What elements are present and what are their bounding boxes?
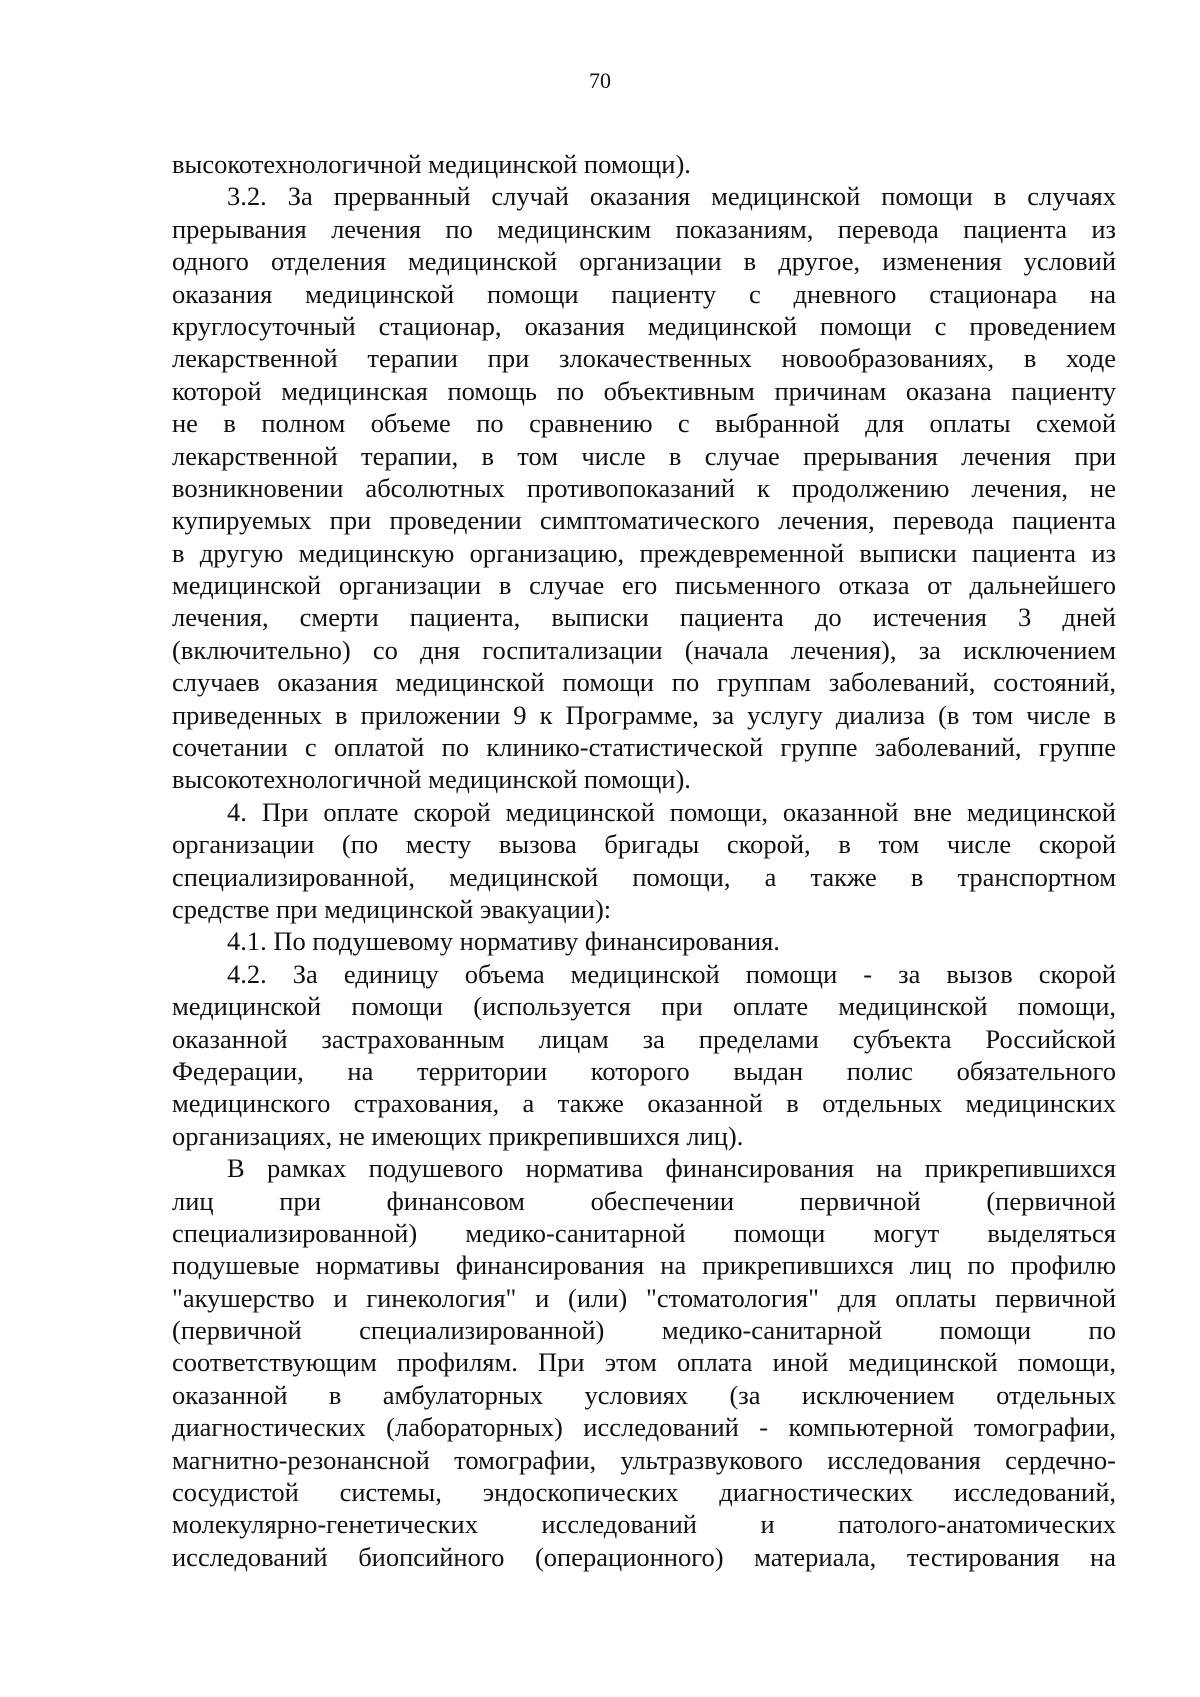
text-line: "акушерство и гинекология" и (или) "стоматология" для оплаты первичной	[172, 1282, 1116, 1313]
page-number: 70	[589, 68, 611, 93]
text-line: подушевые нормативы финансирования на прикрепившихся лиц по профилю	[172, 1250, 1116, 1281]
text-line: специализированной) медико-санитарной помощи могут выделяться	[172, 1217, 1116, 1248]
text-line: В рамках подушевого норматива финансирования на прикрепившихся	[227, 1153, 1116, 1184]
text-line: молекулярно-генетических исследований и патолого-анатомических	[172, 1509, 1116, 1540]
text-line: круглосуточный стационар, оказания медицинской помощи с проведением	[172, 310, 1116, 341]
text-line: медицинской организации в случае его письменного отказа от дальнейшего	[172, 570, 1116, 601]
document-body	[172, 148, 1116, 1573]
text-line: купируемых при проведении симптоматического лечения, перевода пациента	[172, 505, 1116, 536]
text-line: магнитно-резонансной томографии, ультразвукового исследования сердечно-	[172, 1444, 1116, 1475]
text-line: возникновении абсолютных противопоказаний к продолжению лечения, не	[172, 472, 1116, 503]
text-line: случаев оказания медицинской помощи по группам заболеваний, состояний,	[172, 667, 1116, 698]
text-line: 3.2. За прерванный случай оказания медицинской помощи в случаях	[227, 181, 1116, 212]
text-line: высокотехнологичной медицинской помощи).	[172, 149, 691, 179]
text-line: 4.1. По подушевому нормативу финансирования.	[227, 926, 780, 957]
text-line: специализированной, медицинской помощи, а также в транспортном	[172, 861, 1116, 892]
text-line: оказанной в амбулаторных условиях (за исключением отдельных	[172, 1379, 1116, 1410]
text-line: не в полном объеме по сравнению с выбранной для оплаты схемой	[172, 408, 1116, 439]
text-line: медицинской помощи (используется при оплате медицинской помощи,	[172, 991, 1116, 1022]
text-line: высокотехнологичной медицинской помощи).	[172, 764, 691, 795]
text-line: приведенных в приложении 9 к Программе, за услугу диализа (в том числе в	[172, 699, 1116, 730]
text-line: оказанной застрахованным лицам за пределами субъекта Российской	[172, 1023, 1116, 1054]
text-line: исследований биопсийного (операционного) материала, тестирования на	[172, 1541, 1116, 1572]
text-line: сосудистой системы, эндоскопических диагностических исследований,	[172, 1477, 1116, 1508]
text-line: лиц при финансовом обеспечении первичной (первичной	[172, 1185, 1116, 1216]
text-line: прерывания лечения по медицинским показаниям, перевода пациента из	[172, 213, 1116, 244]
text-line: лекарственной терапии, в том числе в случае прерывания лечения при	[172, 440, 1116, 471]
text-line: (первичной специализированной) медико-санитарной помощи по	[172, 1315, 1116, 1346]
text-line: которой медицинская помощь по объективным причинам оказана пациенту	[172, 375, 1116, 406]
text-line: одного отделения медицинской организации в другое, изменения условий	[172, 246, 1116, 277]
text-line: оказания медицинской помощи пациенту с дневного стационара на	[172, 278, 1116, 309]
text-line: (включительно) со дня госпитализации (начала лечения), за исключением	[172, 634, 1116, 665]
text-line: средстве при медицинской эвакуации):	[172, 893, 612, 924]
text-line: соответствующим профилям. При этом оплата иной медицинской помощи,	[172, 1347, 1116, 1378]
text-line: 4. При оплате скорой медицинской помощи, оказанной вне медицинской	[227, 796, 1116, 827]
text-line: Федерации, на территории которого выдан полис обязательного	[172, 1055, 1116, 1086]
text-line: лечения, смерти пациента, выписки пациента до истечения 3 дней	[172, 602, 1116, 633]
text-line: диагностических (лабораторных) исследований - компьютерной томографии,	[172, 1412, 1116, 1443]
text-line: сочетании с оплатой по клинико-статистической группе заболеваний, группе	[172, 732, 1116, 763]
text-line: организации (по месту вызова бригады скорой, в том числе скорой	[172, 829, 1116, 860]
text-line: медицинского страхования, а также оказанной в отдельных медицинских	[172, 1088, 1116, 1119]
text-line: лекарственной терапии при злокачественных новообразованиях, в ходе	[172, 343, 1116, 374]
text-line: 4.2. За единицу объема медицинской помощи - за вызов скорой	[227, 958, 1116, 989]
text-line: в другую медицинскую организацию, преждевременной выписки пациента из	[172, 537, 1116, 568]
text-line: организациях, не имеющих прикрепившихся лиц).	[172, 1120, 744, 1151]
